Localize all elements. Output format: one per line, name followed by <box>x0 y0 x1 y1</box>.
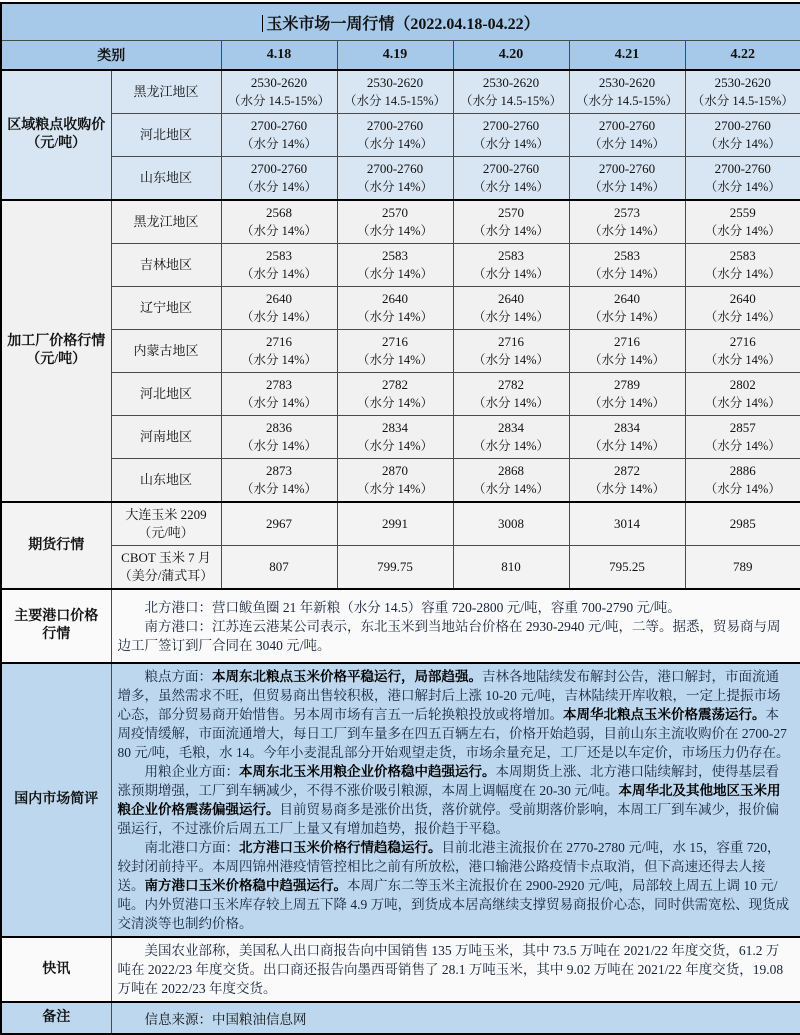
region-label: 河南地区 <box>139 429 192 444</box>
price-cell <box>337 546 453 590</box>
region-cell <box>111 70 221 114</box>
section-label-line: 区域粮点收购价 <box>7 118 106 133</box>
price-value: 2700-2760 <box>250 161 308 176</box>
price-value: 2583 <box>266 248 292 263</box>
price-cell <box>569 416 685 459</box>
moisture-note: （水分 14.5-15%） <box>343 94 447 108</box>
price-value: 2700-2760 <box>714 118 771 133</box>
region-cell <box>111 502 221 546</box>
region-label: 黑龙江地区 <box>133 214 199 229</box>
moisture-note: （水分 14%） <box>704 439 781 453</box>
price-cell <box>569 244 685 287</box>
region-cell <box>111 546 221 590</box>
col-header-date-4: 4.21 <box>569 41 685 71</box>
price-row <box>1 200 800 244</box>
region-label: （美分/蒲式耳） <box>118 568 214 583</box>
moisture-note: （水分 14%） <box>588 267 666 281</box>
price-cell <box>221 373 337 416</box>
price-value: 799.75 <box>377 559 413 574</box>
price-cell <box>685 502 800 546</box>
section-label <box>1 200 111 502</box>
region-cell <box>111 200 221 244</box>
paragraph: 南北港口方面：北方港口玉米价格行情趋稳运行。目前北港主流报价在 2770-2780 元/吨，水 15，容重 720，较封闭前持平。本周四锦州港疫情管控相比之前有所放松，港口输港公路疫情卡点取消，但下高速还得去人接送。南方港口玉米价格稳中趋强运行。本周广东二等玉米主流报价在 2900-2920 元/吨，局部较上周五上调 10 元/吨。内外贸港口玉米库存较上周五下降 4.9 万吨，到货成本居高继续支撑贸易商报价心态，同时供需宽松、现货成交清淡等也制约价格。 <box>117 840 790 931</box>
price-cell <box>685 459 800 503</box>
price-cell <box>337 200 453 244</box>
moisture-note: （水分 14%） <box>704 310 781 324</box>
price-cell <box>453 373 569 416</box>
price-row <box>1 114 800 157</box>
moisture-note: （水分 14%） <box>588 482 666 496</box>
price-value: 2716 <box>382 334 408 349</box>
price-cell <box>221 157 337 201</box>
price-value: 2530-2620 <box>366 75 424 90</box>
price-cell <box>337 114 453 157</box>
paragraph: 美国农业部称，美国私人出口商报告向中国销售 135 万吨玉米，其中 73.5 万吨在 2021/22 年度交货，61.2 万吨在 2022/23 年度交货。出口商还报告向墨西哥销售了 28.1 万吨玉米，其中 9.02 万吨在 2021/22 年度交货，19.08 万吨在 2022/23 年度交货。 <box>117 943 784 996</box>
price-row <box>1 502 800 546</box>
price-cell <box>453 459 569 503</box>
price-value: 795.25 <box>609 559 645 574</box>
price-value: 2530-2620 <box>482 75 540 90</box>
price-cell <box>685 416 800 459</box>
region-cell <box>111 416 221 459</box>
region-label: 内蒙古地区 <box>133 343 199 358</box>
news-text <box>111 937 800 1002</box>
price-cell <box>685 70 800 114</box>
price-cell <box>337 373 453 416</box>
info-source: 信息来源：中国粮油信息网 <box>144 1012 307 1027</box>
price-value: 2716 <box>729 334 756 349</box>
moisture-note: （水分 14%） <box>472 137 550 151</box>
section-label-line: （元/吨） <box>26 136 87 151</box>
region-cell <box>111 373 221 416</box>
price-value: 2530-2620 <box>714 75 771 90</box>
price-cell <box>221 416 337 459</box>
region-cell <box>111 157 221 201</box>
price-cell <box>453 416 569 459</box>
price-value: 2834 <box>614 420 640 435</box>
price-cell <box>453 200 569 244</box>
price-cell <box>569 502 685 546</box>
price-row <box>1 546 800 590</box>
price-cell <box>453 502 569 546</box>
price-cell <box>221 70 337 114</box>
paragraph: 用粮企业方面：本周东北玉米用粮企业价格稳中趋强运行。本周期货上涨、北方港口陆续解封，使得基层看涨预期增强，工厂到车辆减少，不得不涨价吸引粮源，本周上调幅度在 20-30 元/吨。本周华北及其他地区玉米用粮企业价格震荡偏强运行。目前贸易商多是涨价出货，落价就停。受前期落价影响，本周工厂到车减少，报价偏强运行，不过涨价后周五工厂上量又有增加趋势，报价趋于平稳。 <box>117 764 781 836</box>
moisture-note: （水分 14%） <box>240 482 318 496</box>
price-value: 2700-2760 <box>482 118 540 133</box>
price-row <box>1 373 800 416</box>
section-label <box>1 502 111 589</box>
price-value: 2886 <box>729 463 756 478</box>
price-value: 3014 <box>614 516 640 531</box>
moisture-note: （水分 14%） <box>588 353 666 367</box>
price-cell <box>221 459 337 503</box>
price-value: 2530-2620 <box>598 75 656 90</box>
col-header-date-5: 4.22 <box>685 41 800 71</box>
region-label: 大连玉米 2209 <box>125 507 207 522</box>
price-cell <box>569 200 685 244</box>
col-header-date-3: 4.20 <box>453 41 569 71</box>
region-label: 河北地区 <box>139 127 192 142</box>
region-cell <box>111 287 221 330</box>
price-value: 2640 <box>498 291 524 306</box>
moisture-note: （水分 14%） <box>588 180 666 194</box>
price-value: 2789 <box>614 377 640 392</box>
region-label: 河北地区 <box>139 386 192 401</box>
region-label: （元/吨） <box>138 525 194 540</box>
region-cell <box>111 114 221 157</box>
price-cell <box>221 200 337 244</box>
price-cell <box>221 244 337 287</box>
price-value: 2834 <box>382 420 408 435</box>
price-value: 2872 <box>614 463 640 478</box>
price-cell <box>337 157 453 201</box>
paragraph: 北方港口：营口鲅鱼圈 21 年新粮（水分 14.5）容重 720-2800 元/吨，容重 700-2790 元/吨。 <box>144 599 681 615</box>
region-label: 山东地区 <box>139 170 192 185</box>
region-label: 黑龙江地区 <box>133 84 199 99</box>
moisture-note: （水分 14%） <box>704 482 781 496</box>
region-cell <box>111 330 221 373</box>
price-value: 2873 <box>266 463 292 478</box>
price-cell <box>453 546 569 590</box>
moisture-note: （水分 14%） <box>240 267 318 281</box>
port-price-row <box>1 589 800 663</box>
price-value: 2834 <box>498 420 524 435</box>
price-cell <box>337 502 453 546</box>
review-paragraphs <box>118 667 793 933</box>
price-row <box>1 157 800 201</box>
price-value: 2857 <box>729 420 756 435</box>
price-cell <box>569 70 685 114</box>
price-value: 2700-2760 <box>482 161 540 176</box>
moisture-note: （水分 14%） <box>356 224 434 238</box>
moisture-note: （水分 14%） <box>472 439 550 453</box>
section-label-news: 快讯 <box>1 937 111 1002</box>
moisture-note: （水分 14%） <box>472 224 550 238</box>
col-header-category: 类别 <box>1 41 221 71</box>
price-cell <box>337 416 453 459</box>
moisture-note: （水分 14%） <box>356 310 434 324</box>
moisture-note: （水分 14%） <box>704 353 781 367</box>
price-cell <box>337 330 453 373</box>
price-row <box>1 459 800 503</box>
region-label: CBOT 玉米 7 月 <box>121 550 211 565</box>
price-cell <box>337 287 453 330</box>
section-label-line: 期货行情 <box>28 537 85 553</box>
moisture-note: （水分 14%） <box>472 310 550 324</box>
domestic-market-review-row <box>1 663 800 937</box>
moisture-note: （水分 14.5-15%） <box>691 94 794 108</box>
moisture-note: （水分 14%） <box>704 180 781 194</box>
moisture-note: （水分 14%） <box>472 353 550 367</box>
column-header-row <box>1 41 800 71</box>
corn-weekly-price-table <box>0 2 800 1035</box>
price-value: 2583 <box>729 248 756 263</box>
moisture-note: （水分 14%） <box>472 180 550 194</box>
price-cell <box>569 459 685 503</box>
price-value: 807 <box>269 559 289 574</box>
section-label-line: 行情 <box>42 627 71 642</box>
moisture-note: （水分 14%） <box>588 224 666 238</box>
price-value: 2782 <box>498 377 524 392</box>
price-value: 2568 <box>266 205 292 220</box>
moisture-note: （水分 14%） <box>356 180 434 194</box>
price-value: 2716 <box>266 334 292 349</box>
section-label-remarks: 备注 <box>1 1002 111 1034</box>
price-value: 2570 <box>382 205 408 220</box>
moisture-note: （水分 14.5-15%） <box>227 94 331 108</box>
price-cell <box>685 546 800 590</box>
moisture-note: （水分 14.5-15%） <box>459 94 563 108</box>
price-value: 2583 <box>498 248 524 263</box>
moisture-note: （水分 14%） <box>588 310 666 324</box>
price-cell <box>685 114 800 157</box>
paragraph: 粮点方面：本周东北粮点玉米价格平稳运行，局部趋强。吉林各地陆续发布解封公告，港口解封，市面流通增多，虽然需求不旺，但贸易商出售较积极，港口解封后上涨 10-20 元/吨，吉林陆续开库收粮，一定上提振市场心态，部分贸易商开始惜售。另本周市场有言五一后轮换粮投放或将增加。本周华北粮点玉米价格震荡运行。本周疫情缓解，市面流通增大，每日工厂到车量多在四五百辆左右，价格开始趋弱，目前山东主流收购价在 2700-2780 元/吨，毛粮，水 14。今年小麦混乱部分开始观望走货，市场余量充足，工厂还是以车定价，市场压力仍存在。 <box>117 669 790 760</box>
region-label: 吉林地区 <box>139 257 192 272</box>
price-value: 2700-2760 <box>250 118 308 133</box>
price-cell <box>569 157 685 201</box>
moisture-note: （水分 14%） <box>240 137 318 151</box>
price-cell <box>685 330 800 373</box>
section-label-ports <box>1 589 111 663</box>
price-value: 2640 <box>729 291 756 306</box>
price-value: 2967 <box>266 516 292 531</box>
price-cell <box>221 330 337 373</box>
price-cell <box>453 287 569 330</box>
price-value: 2640 <box>382 291 408 306</box>
price-cell <box>569 114 685 157</box>
price-value: 2836 <box>266 420 292 435</box>
moisture-note: （水分 14%） <box>472 267 550 281</box>
price-cell <box>337 244 453 287</box>
price-value: 789 <box>733 559 753 574</box>
section-label <box>1 70 111 200</box>
region-label: 辽宁地区 <box>139 300 192 315</box>
price-row <box>1 416 800 459</box>
table-title: 玉米市场一周行情（2022.04.18-04.22） <box>266 15 540 33</box>
price-value: 2700-2760 <box>366 118 424 133</box>
moisture-note: （水分 14%） <box>356 396 434 410</box>
moisture-note: （水分 14%） <box>240 310 318 324</box>
price-value: 2700-2760 <box>598 118 656 133</box>
price-row <box>1 70 800 114</box>
price-value: 2783 <box>266 377 292 392</box>
price-cell <box>453 330 569 373</box>
price-cell <box>453 114 569 157</box>
moisture-note: （水分 14%） <box>240 439 318 453</box>
price-cell <box>569 287 685 330</box>
section-label-line: 加工厂价格行情 <box>7 334 106 349</box>
price-cell <box>685 157 800 201</box>
price-cell <box>569 330 685 373</box>
region-cell <box>111 244 221 287</box>
title-row <box>1 3 800 41</box>
moisture-note: （水分 14%） <box>588 439 666 453</box>
price-cell <box>221 287 337 330</box>
moisture-note: （水分 14%） <box>240 224 318 238</box>
moisture-note: （水分 14%） <box>356 137 434 151</box>
port-price-text <box>111 589 800 663</box>
price-value: 2802 <box>729 377 756 392</box>
moisture-note: （水分 14%） <box>472 482 550 496</box>
price-value: 810 <box>501 559 521 574</box>
moisture-note: （水分 14%） <box>240 353 318 367</box>
moisture-note: （水分 14%） <box>356 439 434 453</box>
price-cell <box>685 287 800 330</box>
price-cell <box>685 373 800 416</box>
price-cell <box>569 546 685 590</box>
price-value: 2700-2760 <box>598 161 656 176</box>
moisture-note: （水分 14%） <box>704 396 781 410</box>
col-header-date-2: 4.19 <box>337 41 453 71</box>
price-value: 2583 <box>382 248 408 263</box>
moisture-note: （水分 14%） <box>704 267 781 281</box>
remarks-row <box>1 1002 800 1034</box>
moisture-note: （水分 14%） <box>356 267 434 281</box>
news-paragraphs <box>118 941 793 998</box>
price-value: 2991 <box>382 516 408 531</box>
section-label-line: （元/吨） <box>26 352 87 367</box>
price-row <box>1 287 800 330</box>
price-value: 2870 <box>382 463 408 478</box>
price-cell <box>221 546 337 590</box>
price-value: 2700-2760 <box>714 161 771 176</box>
moisture-note: （水分 14%） <box>240 180 318 194</box>
port-paragraphs <box>118 598 793 655</box>
price-cell <box>453 157 569 201</box>
price-value: 2570 <box>498 205 524 220</box>
table-title-cell <box>1 3 800 41</box>
price-cell <box>453 244 569 287</box>
price-value: 2559 <box>729 205 756 220</box>
price-value: 2868 <box>498 463 524 478</box>
moisture-note: （水分 14%） <box>240 396 318 410</box>
col-header-date-1: 4.18 <box>221 41 337 71</box>
news-row <box>1 937 800 1002</box>
price-value: 2782 <box>382 377 408 392</box>
section-label-review: 国内市场简评 <box>1 663 111 937</box>
moisture-note: （水分 14%） <box>704 137 781 151</box>
region-cell <box>111 459 221 503</box>
price-cell <box>685 244 800 287</box>
price-value: 2700-2760 <box>366 161 424 176</box>
moisture-note: （水分 14%） <box>588 137 666 151</box>
moisture-note: （水分 14.5-15%） <box>575 94 679 108</box>
section-label-line: 主要港口价格 <box>14 609 99 624</box>
price-cell <box>337 459 453 503</box>
price-value: 2573 <box>614 205 640 220</box>
price-value: 2985 <box>729 516 756 531</box>
text-cursor-icon <box>262 15 263 32</box>
region-label: 山东地区 <box>139 472 192 487</box>
moisture-note: （水分 14%） <box>356 353 434 367</box>
price-value: 2716 <box>614 334 640 349</box>
price-cell <box>685 200 800 244</box>
price-cell <box>453 70 569 114</box>
price-value: 2530-2620 <box>250 75 308 90</box>
market-review-text <box>111 663 800 937</box>
price-value: 2640 <box>614 291 640 306</box>
price-cell <box>337 70 453 114</box>
price-cell <box>221 502 337 546</box>
paragraph: 南方港口：江苏连云港某公司表示，东北玉米到当地站台价格在 2930-2940 元/吨，二等。据悉，贸易商与周边工厂签订到厂合同在 3040 元/吨。 <box>117 618 781 653</box>
moisture-note: （水分 14%） <box>356 482 434 496</box>
moisture-note: （水分 14%） <box>704 224 781 238</box>
remarks-text-cell <box>111 1002 800 1034</box>
price-cell <box>221 114 337 157</box>
moisture-note: （水分 14%） <box>588 396 666 410</box>
price-cell <box>569 373 685 416</box>
price-value: 2640 <box>266 291 292 306</box>
price-row <box>1 330 800 373</box>
moisture-note: （水分 14%） <box>472 396 550 410</box>
price-value: 2583 <box>614 248 640 263</box>
price-value: 2716 <box>498 334 524 349</box>
price-value: 3008 <box>498 516 524 531</box>
price-row <box>1 244 800 287</box>
